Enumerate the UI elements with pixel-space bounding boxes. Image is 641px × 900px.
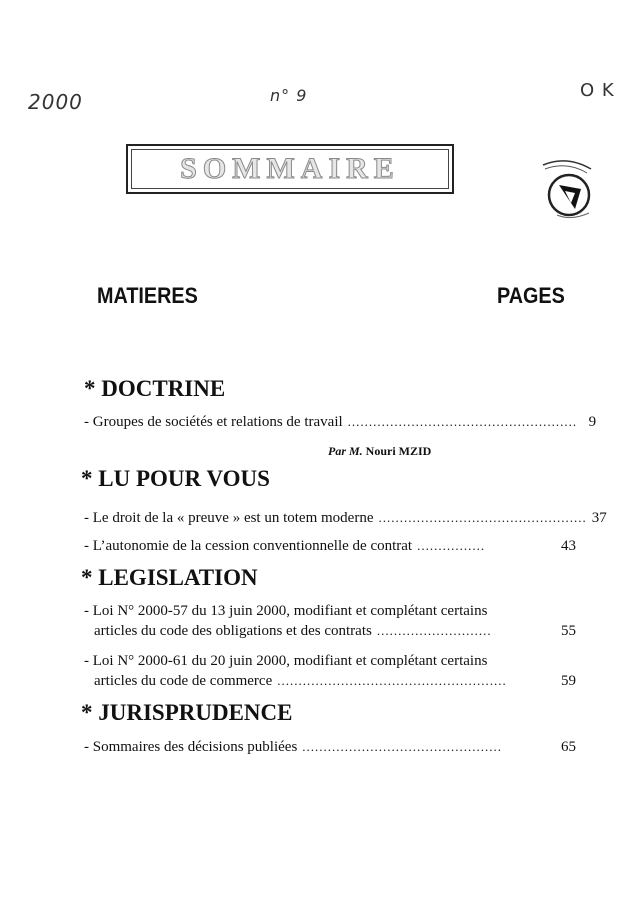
author-name: Nouri MZID [365,444,432,458]
toc-entry-title: - Groupes de sociétés et relations de travail [84,414,343,430]
toc-entry-title: - L’autonomie de la cession conventionnelle de contrat [84,538,413,554]
toc-entry[interactable] [84,536,576,556]
toc-entry-title: - Sommaires des décisions publiées [84,739,298,755]
toc-entry[interactable] [84,601,576,641]
dot-leader: ...................................................... [277,673,507,688]
handwritten-year-note: 2000 [28,90,83,114]
page-number: 37 [591,510,607,526]
dot-leader: ...................................................... [347,414,578,429]
toc-entry-title-line-2: articles du code de commerce [94,673,273,689]
publisher-stamp-icon [537,155,597,223]
handwritten-ok-note: O K [580,80,615,101]
title-frame [126,144,454,194]
dot-leader: ........................... [376,623,492,638]
handwritten-issue-note: n° 9 [270,86,308,105]
column-header-matieres: MATIERES [97,283,198,308]
page-number: 9 [588,414,597,430]
section-heading-legislation: * LEGISLATION [81,565,258,590]
page-number: 59 [561,673,576,689]
toc-entry-title-line-1: - Loi N° 2000-57 du 13 juin 2000, modifiant et complétant certains [84,603,488,619]
page-number: 55 [561,623,576,639]
title-inner-frame [131,149,449,189]
page-title: SOMMAIRE [180,152,400,185]
toc-entry[interactable] [84,651,576,691]
toc-entry-title-line-1: - Loi N° 2000-61 du 20 juin 2000, modifiant et complétant certains [84,653,488,669]
dot-leader: ............................................... [302,739,503,754]
dot-leader: ................................................. [378,510,587,525]
author-prefix: Par M. [328,444,363,458]
page-number: 43 [561,538,576,554]
column-header-pages: PAGES [497,283,565,308]
dot-leader: ................ [417,538,486,553]
toc-entry[interactable] [84,412,597,432]
section-heading-jurisprudence: * JURISPRUDENCE [81,700,293,725]
author-credit [328,444,431,459]
toc-entry-title: - Le droit de la « preuve » est un totem moderne [84,510,374,526]
section-heading-doctrine: * DOCTRINE [84,376,226,401]
toc-entry-title-line-2: articles du code des obligations et des contrats [94,623,372,639]
toc-entry[interactable] [84,737,576,757]
section-heading-lu-pour-vous: * LU POUR VOUS [81,466,270,491]
toc-entry[interactable] [84,508,607,528]
page-number: 65 [561,739,576,755]
